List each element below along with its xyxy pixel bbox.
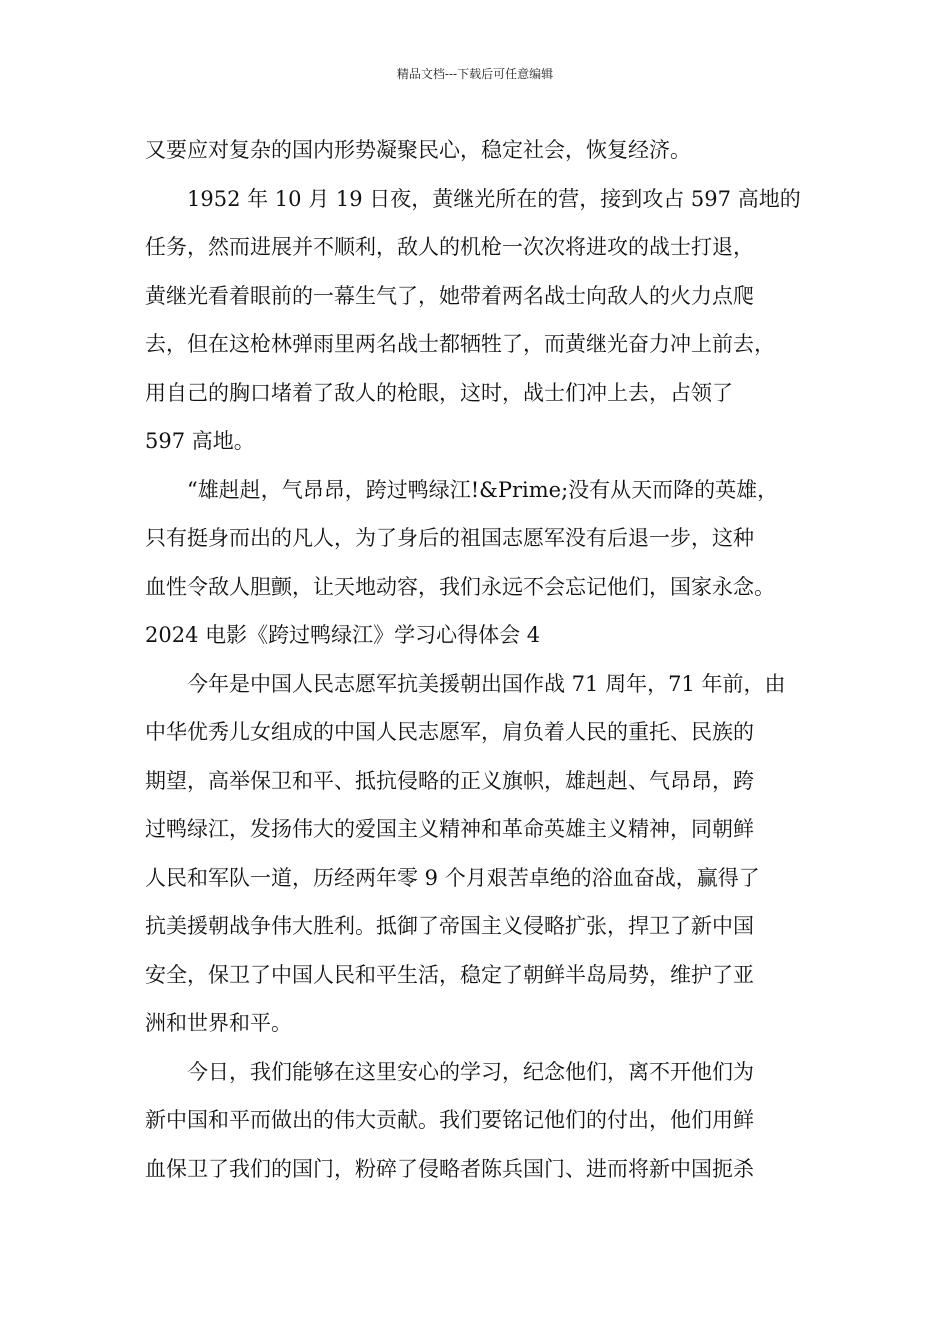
text-line: 去，但在这枪林弹雨里两名战士都牺牲了，而黄继光奋力冲上前去， [145,332,775,356]
page-header: 精品文档---下载后可任意编辑 [396,67,554,81]
text-line: 新中国和平而做出的伟大贡献。我们要铭记他们的付出，他们用鲜 [145,1108,754,1132]
text-line: 洲和世界和平。 [145,1011,292,1035]
text-line: 今日，我们能够在这里安心的学习，纪念他们，离不开他们为 [187,1059,754,1084]
document-body [145,134,810,1201]
text-line: 中华优秀儿女组成的中国人民志愿军，肩负着人民的重托、民族的 [145,720,754,744]
text-line: 只有挺身而出的凡人，为了身后的祖国志愿军没有后退一步，这种 [145,526,754,550]
text-line: 今年是中国人民志愿军抗美援朝出国作战 71 周年，71 年前，由 [187,671,786,696]
text-line: 用自己的胸口堵着了敌人的枪眼，这时，战士们冲上去，占领了 [145,380,733,405]
text-line: 过鸭绿江，发扬伟大的爱国主义精神和革命英雄主义精神，同朝鲜 [145,817,754,841]
text-line: 597 高地。 [145,429,255,453]
section-heading: 2024 电影《跨过鸭绿江》学习心得体会 4 [145,623,541,647]
text-line: 任务，然而进展并不顺利，敌人的机枪一次次将进攻的战士打退， [145,235,754,259]
text-line: 又要应对复杂的国内形势凝聚民心，稳定社会，恢复经济。 [145,138,691,162]
text-line: “雄赳赳，气昂昂，跨过鸭绿江!&Prime;没有从天而降的英雄， [187,477,779,502]
text-line: 抗美援朝战争伟大胜利。抵御了帝国主义侵略扩张，捍卫了新中国 [145,914,754,938]
text-line: 期望，高举保卫和平、抵抗侵略的正义旗帜，雄赳赳、气昂昂，跨 [145,768,754,793]
text-line: 安全，保卫了中国人民和平生活，稳定了朝鲜半岛局势，维护了亚 [145,962,754,987]
text-line: 黄继光看着眼前的一幕生气了，她带着两名战士向敌人的火力点爬 [145,283,754,308]
text-line: 1952 年 10 月 19 日夜，黄继光所在的营，接到攻占 597 高地的 [187,186,801,211]
text-line: 血性令敌人胆颤，让天地动容，我们永远不会忘记他们，国家永念。 [145,574,775,599]
text-line: 血保卫了我们的国门，粉碎了侵略者陈兵国门、进而将新中国扼杀 [145,1156,754,1181]
text-line: 人民和军队一道，历经两年零 9 个月艰苦卓绝的浴血奋战，赢得了 [145,865,760,890]
